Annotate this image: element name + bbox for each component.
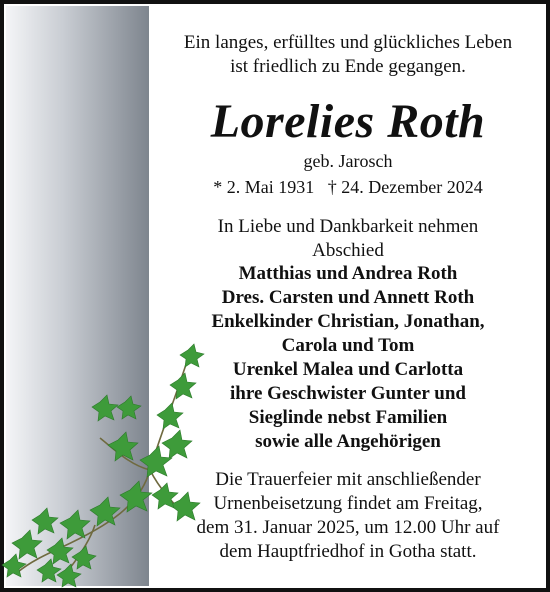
- mourner-line: Enkelkinder Christian, Jonathan,: [211, 311, 485, 332]
- intro-line-2: ist friedlich zu Ende gegangen.: [230, 56, 466, 77]
- obituary-text: [150, 0, 546, 592]
- maiden-name: geb. Jarosch: [303, 151, 393, 171]
- mourner-line: sowie alle Angehörigen: [255, 431, 441, 452]
- mourner-line: Urenkel Malea und Carlotta: [232, 359, 464, 380]
- ceremony-line: Die Trauerfeier mit anschließender: [215, 469, 481, 490]
- intro-line-1: Ein langes, erfülltes und glückliches Leben: [183, 32, 513, 53]
- farewell-line-1: In Liebe und Dankbarkeit nehmen: [217, 216, 479, 237]
- mourner-line: Matthias und Andrea Roth: [238, 263, 458, 284]
- ceremony-line: Urnenbeisetzung findet am Freitag,: [213, 493, 483, 514]
- mourner-line: Carola und Tom: [281, 335, 415, 356]
- mourner-line: Dres. Carsten und Annett Roth: [221, 287, 475, 308]
- ceremony-line: dem 31. Januar 2025, um 12.00 Uhr auf: [196, 517, 500, 538]
- mourner-line: ihre Geschwister Gunter und: [230, 383, 466, 404]
- mourner-line: Sieglinde nebst Familien: [248, 407, 448, 428]
- life-dates: * 2. Mai 1931 † 24. Dezember 2024: [213, 177, 483, 197]
- ceremony-line: dem Hauptfriedhof in Gotha statt.: [219, 541, 477, 562]
- deceased-name: Lorelies Roth: [210, 95, 486, 148]
- farewell-line-2: Abschied: [312, 240, 384, 261]
